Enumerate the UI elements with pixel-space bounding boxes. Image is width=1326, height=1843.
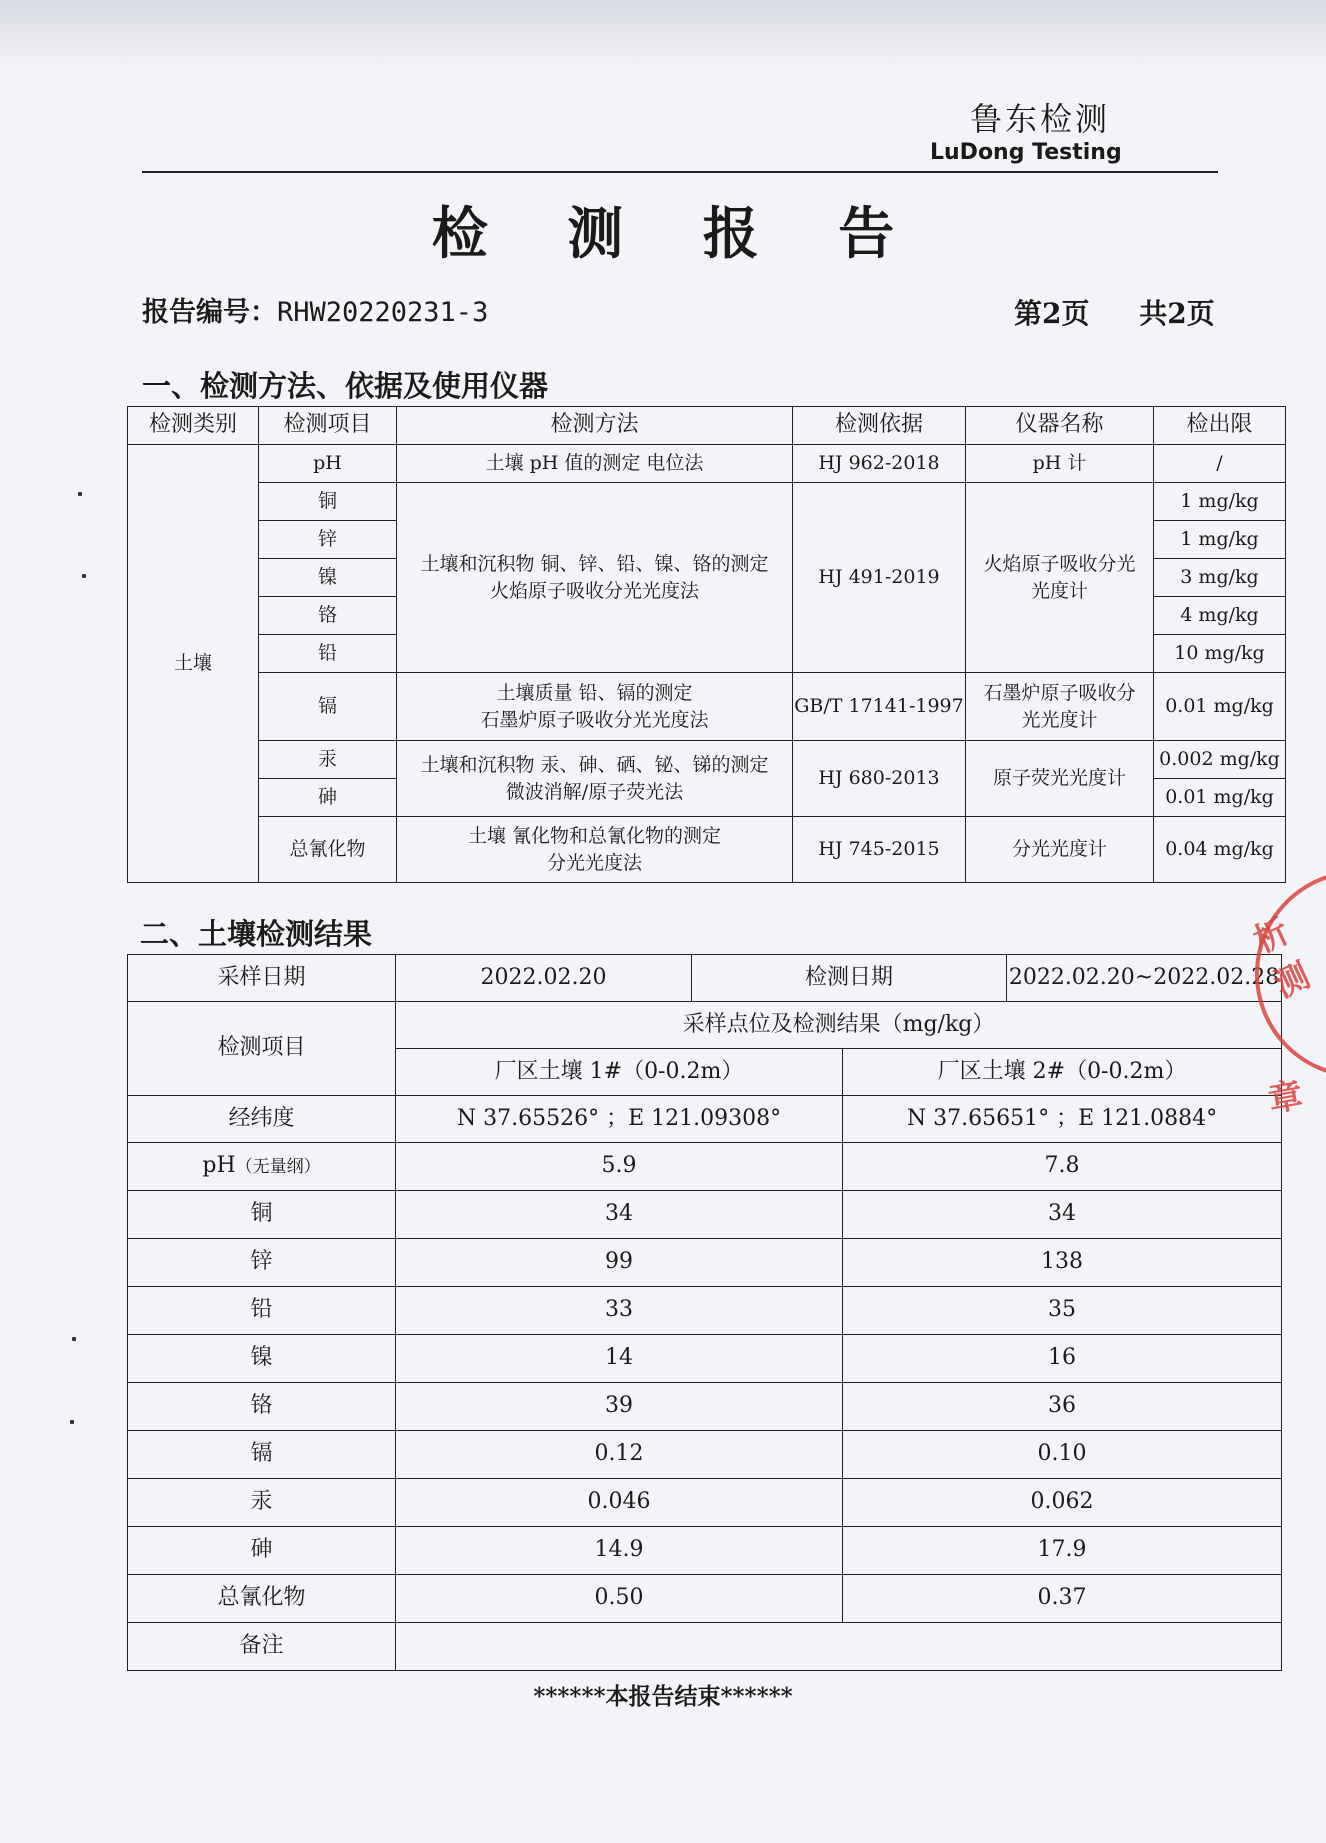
remark-label: 备注 xyxy=(128,1623,396,1671)
result-item: 汞 xyxy=(128,1479,396,1527)
result-row xyxy=(128,1335,1282,1383)
methods-header-row xyxy=(128,407,1286,445)
header-limit: 检出限 xyxy=(1154,407,1286,445)
ph-label-cell xyxy=(128,1143,396,1191)
limit-cell: 1 mg/kg xyxy=(1154,483,1286,521)
end-note: ******本报告结束****** xyxy=(533,1683,793,1710)
report-number-label: 报告编号： xyxy=(142,297,277,328)
standard-cell: HJ 745-2015 xyxy=(793,817,966,883)
limit-cell: 0.01 mg/kg xyxy=(1154,673,1286,741)
instrument-cell xyxy=(966,483,1154,673)
method-cell xyxy=(397,741,793,817)
result-value-1: 14 xyxy=(396,1335,843,1383)
item-cell: 铅 xyxy=(259,635,397,673)
table-row xyxy=(128,817,1286,883)
scan-speck xyxy=(82,574,86,578)
methods-table xyxy=(127,406,1286,883)
item-cell: 铬 xyxy=(259,597,397,635)
instrument-cell xyxy=(966,741,1154,817)
item-cell: pH xyxy=(259,445,397,483)
result-value-2: 0.37 xyxy=(843,1575,1282,1623)
limit-cell: 0.04 mg/kg xyxy=(1154,817,1286,883)
result-value-2: 36 xyxy=(843,1383,1282,1431)
item-cell: 砷 xyxy=(259,779,397,817)
header-standard: 检测依据 xyxy=(793,407,966,445)
brand-name-cn: 鲁东检测 xyxy=(970,100,1111,138)
result-value-1: 33 xyxy=(396,1287,843,1335)
header-instrument: 仪器名称 xyxy=(966,407,1154,445)
standard-cell: HJ 962-2018 xyxy=(793,445,966,483)
limit-cell: 0.002 mg/kg xyxy=(1154,741,1286,779)
result-value-2: 0.062 xyxy=(843,1479,1282,1527)
category-cell: 土壤 xyxy=(128,445,259,883)
result-row xyxy=(128,1479,1282,1527)
item-cell: 铜 xyxy=(259,483,397,521)
result-value-2: 16 xyxy=(843,1335,1282,1383)
item-cell: 镍 xyxy=(259,559,397,597)
report-number xyxy=(142,290,488,329)
result-value-2: 17.9 xyxy=(843,1527,1282,1575)
ph-value-1: 5.9 xyxy=(396,1143,843,1191)
result-value-1: 39 xyxy=(396,1383,843,1431)
table-row xyxy=(128,741,1286,779)
result-value-1: 14.9 xyxy=(396,1527,843,1575)
result-item: 砷 xyxy=(128,1527,396,1575)
result-value-1: 0.50 xyxy=(396,1575,843,1623)
instrument-cell xyxy=(966,817,1154,883)
instrument-line: 火焰原子吸收分光 xyxy=(983,552,1136,575)
results-table xyxy=(127,954,1282,1671)
instrument-cell xyxy=(966,445,1154,483)
result-row xyxy=(128,1575,1282,1623)
scan-speck xyxy=(70,1420,74,1424)
result-value-2: 138 xyxy=(843,1239,1282,1287)
limit-cell: 0.01 mg/kg xyxy=(1154,779,1286,817)
test-date-label: 检测日期 xyxy=(692,955,1007,1002)
instrument-line: 分光光度计 xyxy=(1011,838,1107,861)
page-total: 共2页 xyxy=(1139,297,1215,330)
method-line: 土壤和沉积物 铜、锌、铅、镍、铬的测定 xyxy=(420,552,769,575)
method-line: 火焰原子吸收分光光度法 xyxy=(489,579,699,602)
table-row xyxy=(128,483,1286,521)
coord-1: N 37.65526° ；E 121.09308° xyxy=(396,1096,843,1143)
ph-label: pH xyxy=(202,1153,236,1179)
instrument-line: 原子荧光光度计 xyxy=(992,767,1126,790)
method-line: 土壤 pH 值的测定 电位法 xyxy=(485,452,704,475)
instrument-line: pH 计 xyxy=(1032,452,1087,475)
report-number-value: RHW20220231-3 xyxy=(277,297,489,328)
coord-2: N 37.65651° ；E 121.0884° xyxy=(843,1096,1282,1143)
instrument-line: 光光度计 xyxy=(1021,708,1098,731)
results-header-row xyxy=(128,1002,1282,1049)
result-value-1: 99 xyxy=(396,1239,843,1287)
date-row xyxy=(128,955,1282,1002)
method-line: 土壤 氰化物和总氰化物的测定 xyxy=(467,824,722,847)
result-item: 锌 xyxy=(128,1239,396,1287)
result-row xyxy=(128,1431,1282,1479)
section1-title: 一、检测方法、依据及使用仪器 xyxy=(142,369,549,403)
result-item: 总氰化物 xyxy=(128,1575,396,1623)
limit-cell: / xyxy=(1154,445,1286,483)
header-category: 检测类别 xyxy=(128,407,259,445)
limit-cell: 10 mg/kg xyxy=(1154,635,1286,673)
ph-value-2: 7.8 xyxy=(843,1143,1282,1191)
result-value-2: 35 xyxy=(843,1287,1282,1335)
sampling-date-value: 2022.02.20 xyxy=(396,955,692,1002)
result-row xyxy=(128,1287,1282,1335)
header-rule xyxy=(142,171,1218,173)
instrument-line: 光度计 xyxy=(1030,579,1088,602)
coords-row xyxy=(128,1096,1282,1143)
instrument-cell xyxy=(966,673,1154,741)
item-label: 检测项目 xyxy=(128,1002,396,1096)
instrument-line: 石墨炉原子吸收分 xyxy=(983,681,1136,704)
standard-cell: HJ 491-2019 xyxy=(793,483,966,673)
brand-name-en: LuDong Testing xyxy=(930,140,1122,165)
method-cell xyxy=(397,673,793,741)
page-number: 第2页 xyxy=(1014,297,1090,330)
result-item: 铬 xyxy=(128,1383,396,1431)
result-item: 铅 xyxy=(128,1287,396,1335)
limit-cell: 3 mg/kg xyxy=(1154,559,1286,597)
result-item: 镍 xyxy=(128,1335,396,1383)
seal-text-bottom: 章 xyxy=(1265,1075,1306,1121)
method-line: 分光光度法 xyxy=(546,851,642,874)
header-item: 检测项目 xyxy=(259,407,397,445)
seal-text-top: 析测 xyxy=(1247,910,1317,1007)
document-title: 检 测 报 告 xyxy=(431,201,925,267)
table-row xyxy=(128,673,1286,741)
result-row xyxy=(128,1383,1282,1431)
result-row xyxy=(128,1527,1282,1575)
remark-value xyxy=(396,1623,1282,1671)
method-line: 石墨炉原子吸收分光光度法 xyxy=(480,708,709,731)
result-item: 镉 xyxy=(128,1431,396,1479)
limit-cell: 4 mg/kg xyxy=(1154,597,1286,635)
method-cell xyxy=(397,817,793,883)
scan-speck xyxy=(72,1337,76,1341)
method-line: 土壤和沉积物 汞、砷、硒、铋、锑的测定 xyxy=(420,753,769,776)
coord-label: 经纬度 xyxy=(128,1096,396,1143)
site-2: 厂区土壤 2#（0-0.2m） xyxy=(843,1049,1282,1096)
result-value-1: 34 xyxy=(396,1191,843,1239)
result-row xyxy=(128,1191,1282,1239)
ph-note: （无量纲） xyxy=(235,1157,321,1178)
result-value-1: 0.12 xyxy=(396,1431,843,1479)
results-label: 采样点位及检测结果（mg/kg） xyxy=(396,1002,1282,1049)
section2-title: 二、土壤检测结果 xyxy=(140,917,373,951)
test-date-value: 2022.02.20~2022.02.28 xyxy=(1007,955,1282,1002)
method-line: 微波消解/原子荧光法 xyxy=(505,780,684,803)
limit-cell: 1 mg/kg xyxy=(1154,521,1286,559)
table-row xyxy=(128,445,1286,483)
standard-cell: GB/T 17141-1997 xyxy=(793,673,966,741)
remark-row xyxy=(128,1623,1282,1671)
page-info xyxy=(1004,292,1215,332)
sampling-date-label: 采样日期 xyxy=(128,955,396,1002)
item-cell: 镉 xyxy=(259,673,397,741)
result-value-2: 34 xyxy=(843,1191,1282,1239)
result-value-2: 0.10 xyxy=(843,1431,1282,1479)
item-cell: 锌 xyxy=(259,521,397,559)
scan-speck xyxy=(78,492,82,496)
header-method: 检测方法 xyxy=(397,407,793,445)
scan-shadow xyxy=(0,0,1326,70)
item-cell: 总氰化物 xyxy=(259,817,397,883)
method-line: 土壤质量 铅、镉的测定 xyxy=(496,681,693,704)
item-cell: 汞 xyxy=(259,741,397,779)
method-cell xyxy=(397,445,793,483)
method-cell xyxy=(397,483,793,673)
result-row xyxy=(128,1239,1282,1287)
standard-cell: HJ 680-2013 xyxy=(793,741,966,817)
site-1: 厂区土壤 1#（0-0.2m） xyxy=(396,1049,843,1096)
ph-row xyxy=(128,1143,1282,1191)
result-value-1: 0.046 xyxy=(396,1479,843,1527)
result-item: 铜 xyxy=(128,1191,396,1239)
